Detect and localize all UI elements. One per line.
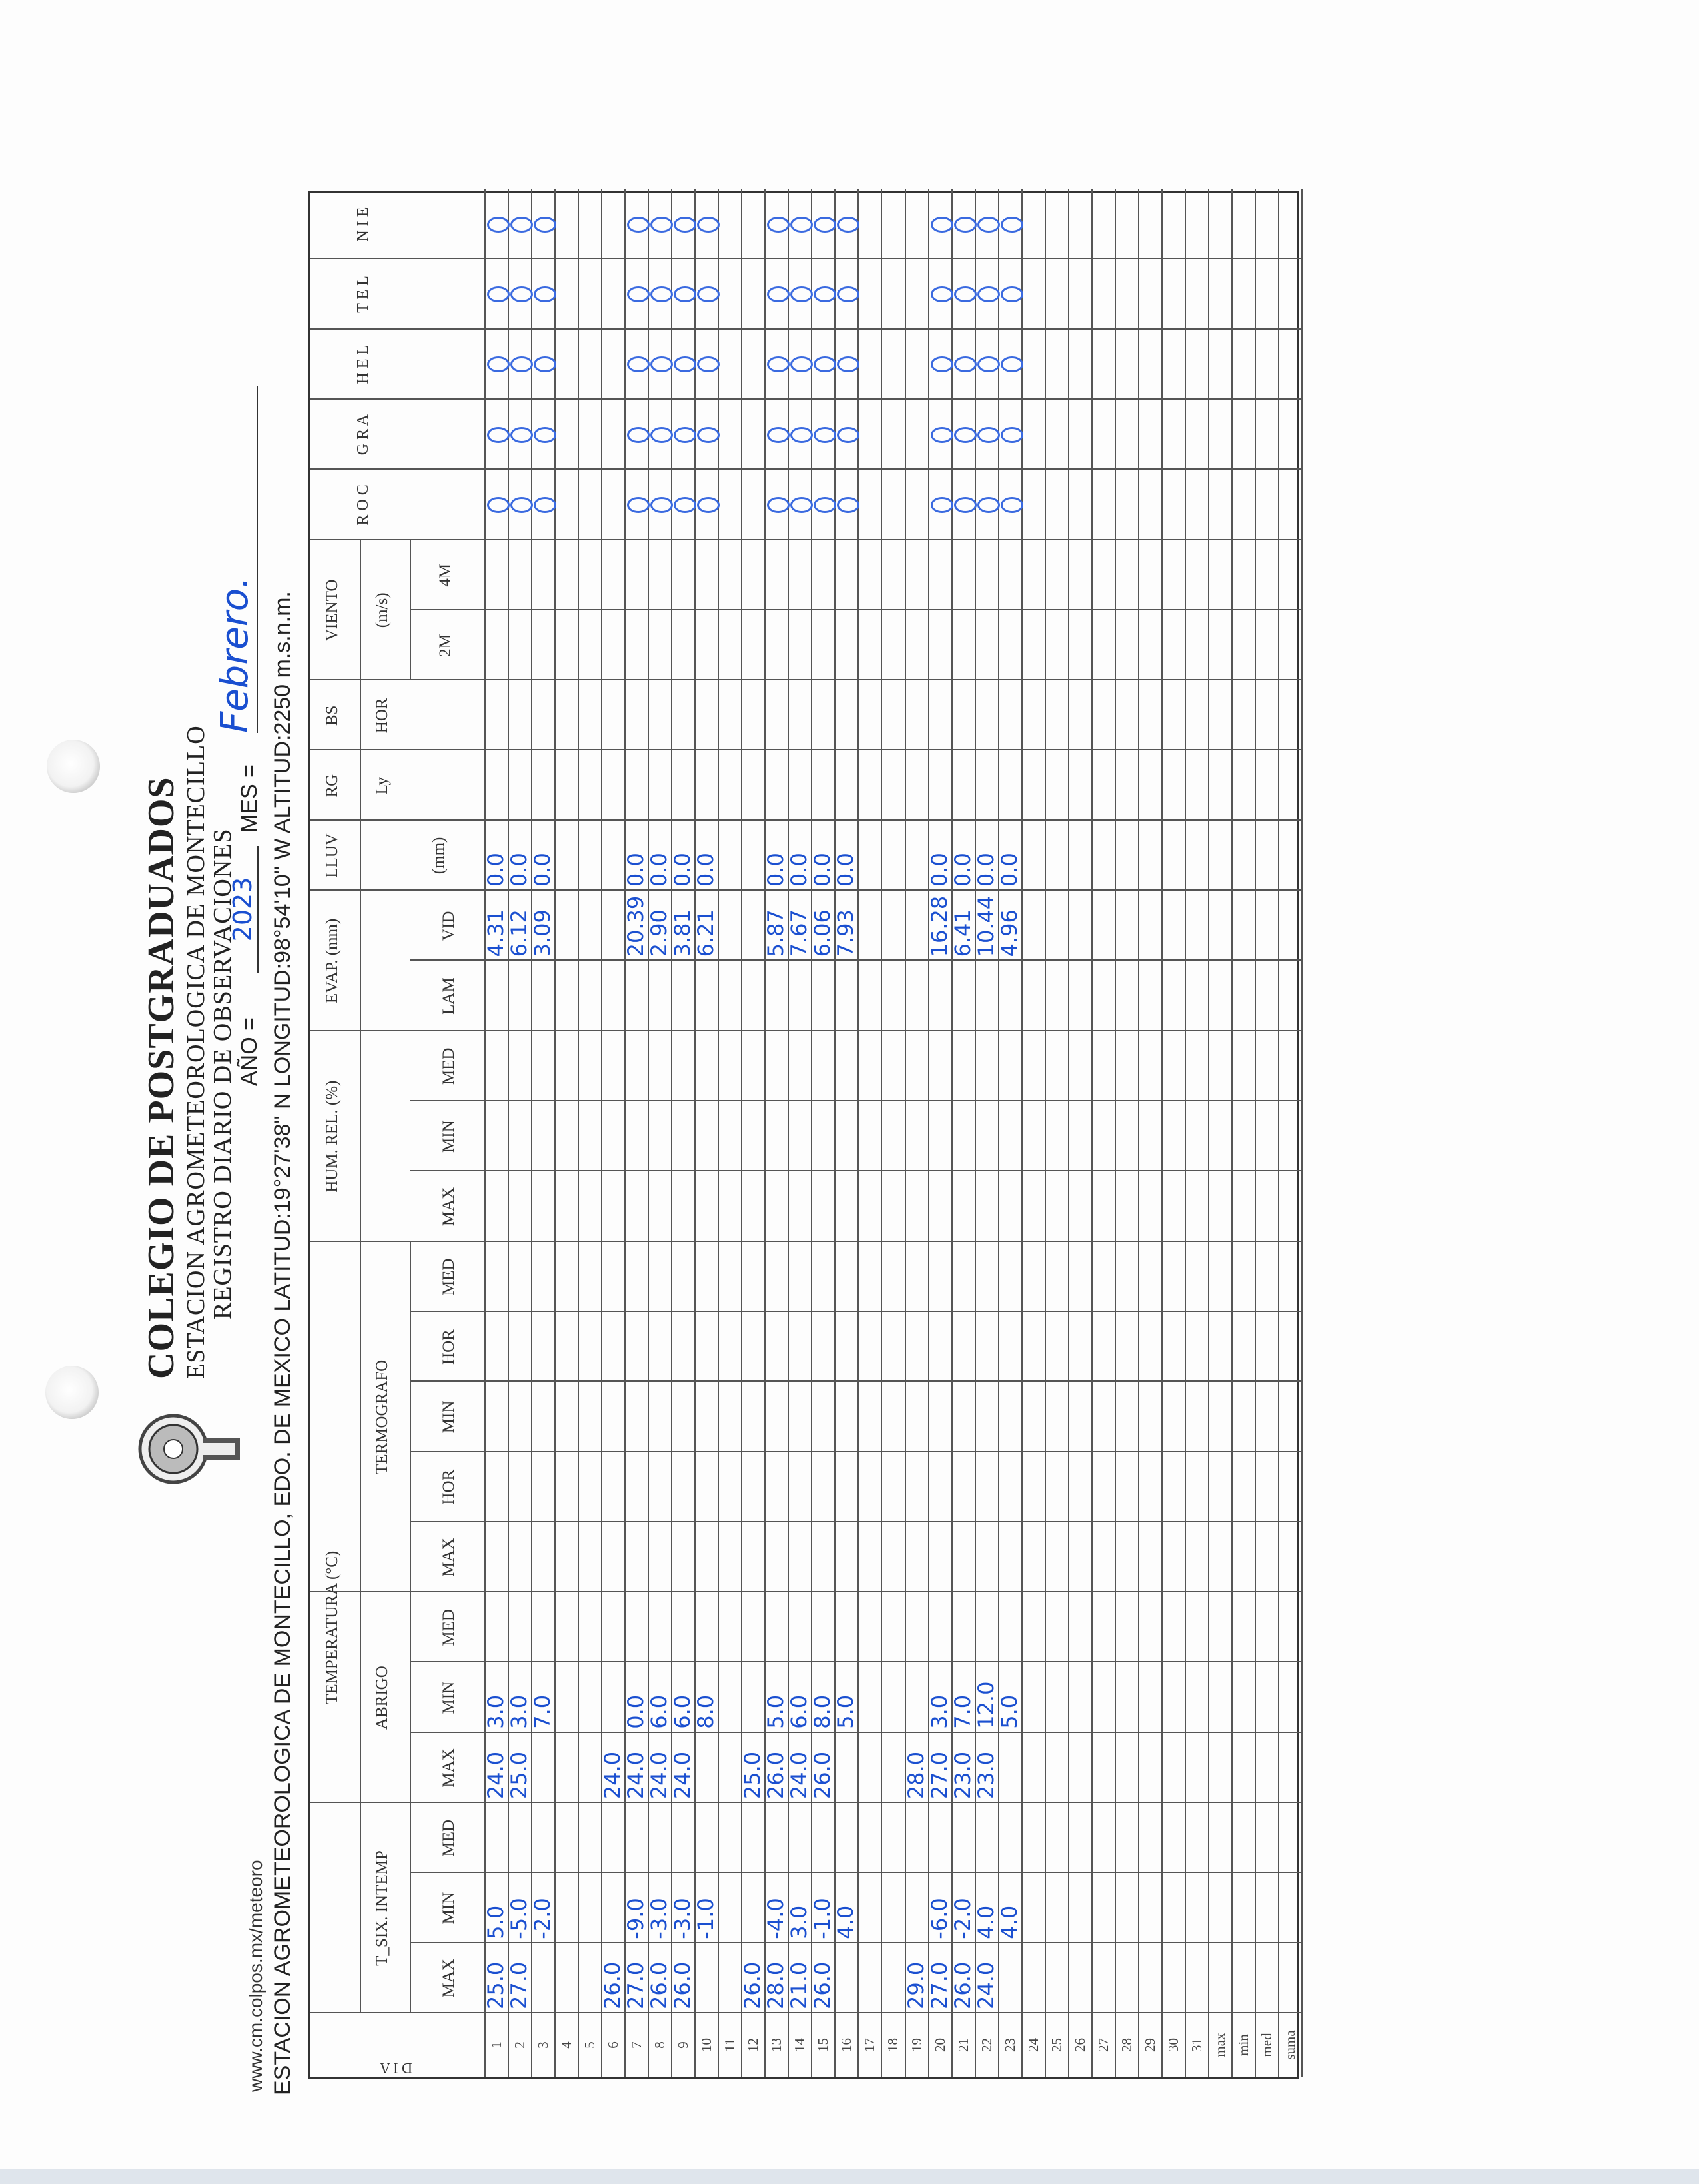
zero-mark [790, 356, 813, 372]
handwritten-value: 6.0 [646, 1694, 672, 1729]
handwritten-value: 24.0 [973, 1961, 999, 2009]
zero-mark [814, 286, 836, 302]
grid-line [410, 1942, 1301, 1943]
row-label: 21 [955, 2038, 971, 2052]
col-tgmin: MIN [440, 1400, 458, 1434]
grid-line [1161, 189, 1163, 2077]
handwritten-value: 26.0 [949, 1961, 975, 2009]
row-label: 29 [1141, 2038, 1158, 2052]
handwritten-value: 7.0 [530, 1694, 556, 1729]
zero-mark [931, 497, 953, 513]
handwritten-value: 24.0 [623, 1751, 649, 1800]
grid-line [1278, 189, 1279, 2077]
zero-mark [954, 497, 977, 513]
grid-line [1068, 189, 1069, 2077]
col-evap: EVAP. (mm) [323, 918, 341, 1004]
row-label: 12 [745, 2038, 762, 2052]
handwritten-value: 26.0 [740, 1961, 766, 2009]
col-tghor2: HOR [440, 1329, 458, 1365]
handwritten-value: 4.0 [833, 1905, 859, 1939]
zero-mark [1001, 286, 1023, 302]
ano-label: AÑO = [237, 1017, 262, 1086]
col-roc: R O C [354, 484, 372, 526]
handwritten-value: 23.0 [949, 1751, 975, 1800]
col-termografo: TERMOGRAFO [373, 1359, 391, 1475]
handwritten-value: -3.0 [646, 1898, 672, 1939]
zero-mark [487, 356, 510, 372]
zero-mark [954, 286, 977, 302]
grid-line [310, 749, 1301, 750]
col-tgmed: MED [440, 1258, 458, 1296]
zero-mark [650, 286, 673, 302]
col-tsmax: MAX [440, 1959, 458, 1998]
zero-mark [487, 286, 510, 302]
grid-line [1091, 189, 1093, 2077]
row-label: 8 [652, 2041, 668, 2049]
zero-mark [697, 286, 720, 302]
zero-mark [510, 427, 533, 443]
row-label: 5 [582, 2041, 598, 2049]
grid-line [578, 189, 579, 2077]
handwritten-value: 0.0 [833, 853, 859, 887]
col-viento: VIENTO [323, 579, 341, 642]
row-label: 13 [768, 2038, 785, 2052]
zero-mark [697, 217, 720, 233]
col-bs: BS [323, 705, 341, 726]
zero-mark [1001, 497, 1023, 513]
zero-mark [534, 497, 556, 513]
zero-mark [837, 217, 859, 233]
handwritten-value: 0.0 [996, 853, 1022, 887]
col-abrigo: ABRIGO [373, 1666, 391, 1730]
handwritten-value: 3.0 [926, 1694, 952, 1729]
zero-mark [837, 427, 859, 443]
handwritten-value: -5.0 [506, 1898, 532, 1939]
zero-mark [931, 427, 953, 443]
row-label: 7 [628, 2041, 645, 2049]
zero-mark [510, 497, 533, 513]
punch-hole [47, 740, 100, 793]
col-hel: H E L [354, 344, 372, 384]
handwritten-value: 5.0 [483, 1905, 508, 1939]
row-label: suma [1281, 2030, 1298, 2060]
col-tgmax: MAX [440, 1538, 458, 1577]
handwritten-value: 8.0 [693, 1694, 719, 1729]
col-vid: VID [440, 911, 458, 941]
zero-mark [977, 497, 1000, 513]
zero-mark [767, 427, 790, 443]
handwritten-value: 16.28 [926, 895, 952, 957]
handwritten-value: 24.0 [670, 1751, 696, 1800]
row-label: 28 [1118, 2038, 1135, 2052]
zero-mark [674, 497, 696, 513]
row-label: 15 [815, 2038, 832, 2052]
handwritten-value: 27.0 [506, 1961, 532, 2009]
zero-mark [931, 217, 953, 233]
grid-line [410, 1100, 1301, 1101]
row-label: 27 [1095, 2038, 1111, 2052]
logo-seal [137, 1412, 243, 1486]
handwritten-value: 0.0 [646, 853, 672, 887]
handwritten-value: 7.93 [833, 909, 859, 957]
zero-mark [790, 497, 813, 513]
handwritten-value: 20.39 [623, 895, 649, 957]
zero-mark [487, 427, 510, 443]
handwritten-value: 25.0 [483, 1961, 508, 2009]
row-label: 20 [931, 2038, 948, 2052]
grid-line [310, 468, 1301, 470]
grid-line [718, 189, 719, 2077]
grid-line [310, 539, 1301, 540]
grid-line [1301, 189, 1303, 2077]
subtitle-station: ESTACION AGROMETEOROLOGICA DE MONTECILLO [182, 725, 210, 1379]
handwritten-value: 0.0 [623, 853, 649, 887]
grid-line [1231, 189, 1233, 2077]
handwritten-value: 12.0 [973, 1681, 999, 1729]
row-label: med [1258, 2033, 1275, 2057]
handwritten-value: 5.0 [996, 1694, 1022, 1729]
row-label: 18 [885, 2038, 901, 2052]
col-tel: T E L [354, 276, 372, 313]
col-dia: D I A [380, 2060, 413, 2077]
row-label: 25 [1048, 2038, 1065, 2052]
zero-mark [954, 427, 977, 443]
grid-line [360, 821, 361, 1242]
zero-mark [767, 217, 790, 233]
handwritten-value: 26.0 [763, 1751, 789, 1800]
zero-mark [977, 356, 1000, 372]
grid-line [310, 1030, 1301, 1031]
grid-line [1255, 189, 1256, 2077]
zero-mark [1001, 356, 1023, 372]
location-line: ESTACION AGROMETEOROLOGICA DE MONTECILLO, EDO. DE MEXICO LATITUD:19°27'38" N LONGITUD:98°54'10" W ALTITUD:2250 m.s.n.m. [270, 591, 295, 2095]
handwritten-value: 10.44 [973, 895, 999, 957]
handwritten-value: 0.0 [786, 853, 812, 887]
grid-line [310, 258, 1301, 259]
zero-mark [534, 217, 556, 233]
grid-line [310, 679, 1301, 680]
zero-mark [487, 217, 510, 233]
zero-mark [837, 286, 859, 302]
grid-line [410, 1661, 1301, 1662]
zero-mark [790, 217, 813, 233]
handwritten-value: 0.0 [973, 853, 999, 887]
row-label: 2 [512, 2041, 528, 2049]
grid-line [360, 1242, 361, 2013]
row-label: 19 [908, 2038, 925, 2052]
grid-line [310, 889, 1301, 891]
handwritten-value: 25.0 [506, 1751, 532, 1800]
row-label: 1 [488, 2041, 504, 2049]
col-lluv-unit: (mm) [430, 837, 448, 875]
row-label: 6 [605, 2041, 622, 2049]
zero-mark [674, 217, 696, 233]
handwritten-value: 0.0 [506, 853, 532, 887]
handwritten-value: 6.0 [786, 1694, 812, 1729]
zero-mark [650, 217, 673, 233]
zero-mark [510, 217, 533, 233]
zero-mark [954, 217, 977, 233]
zero-mark [954, 356, 977, 372]
handwritten-value: 0.0 [810, 853, 836, 887]
row-label: 24 [1025, 2038, 1041, 2052]
handwritten-value: 24.0 [646, 1751, 672, 1800]
handwritten-value: 26.0 [810, 1751, 836, 1800]
col-tsmed: MED [440, 1819, 458, 1857]
zero-mark [627, 427, 650, 443]
zero-mark [767, 497, 790, 513]
handwritten-value: 26.0 [646, 1961, 672, 2009]
col-tsix: T_SIX. INTEMP [373, 1850, 391, 1966]
handwritten-value: 6.12 [506, 909, 532, 957]
handwritten-value: 27.0 [926, 1751, 952, 1800]
zero-mark [697, 497, 720, 513]
handwritten-value: 21.0 [786, 1961, 812, 2009]
zero-mark [674, 286, 696, 302]
col-humax: MAX [440, 1187, 458, 1227]
row-label: 26 [1071, 2038, 1088, 2052]
zero-mark [627, 497, 650, 513]
col-lluv: LLUV [323, 833, 341, 878]
handwritten-value: -2.0 [530, 1898, 556, 1939]
grid-line [857, 189, 859, 2077]
handwritten-value: 6.21 [693, 909, 719, 957]
handwritten-value: -2.0 [949, 1898, 975, 1939]
zero-mark [977, 286, 1000, 302]
row-label: 22 [978, 2038, 995, 2052]
handwritten-value: 7.67 [786, 909, 812, 957]
handwritten-value: 24.0 [483, 1751, 508, 1800]
handwritten-value: 0.0 [763, 853, 789, 887]
row-label: 4 [558, 2041, 575, 2049]
row-label: 10 [698, 2038, 715, 2052]
col-gra: G R A [354, 414, 372, 456]
row-label: 17 [861, 2038, 878, 2052]
row-label: 23 [1001, 2038, 1018, 2052]
zero-mark [627, 286, 650, 302]
zero-mark [510, 356, 533, 372]
grid-line [1208, 189, 1209, 2077]
handwritten-value: 26.0 [670, 1961, 696, 2009]
handwritten-value: -1.0 [693, 1898, 719, 1939]
grid-line [1138, 189, 1139, 2077]
zero-mark [487, 497, 510, 513]
col-hum: HUM. REL. (%) [323, 1080, 341, 1193]
zero-mark [534, 427, 556, 443]
grid-line [310, 328, 1301, 330]
grid-line [310, 1802, 1301, 1803]
grid-line [410, 1732, 1301, 1733]
zero-mark [837, 356, 859, 372]
grid-line [1115, 189, 1116, 2077]
zero-mark [534, 356, 556, 372]
grid-line [410, 1170, 1301, 1171]
handwritten-value: 4.96 [996, 909, 1022, 957]
zero-mark [931, 356, 953, 372]
col-bs-unit: HOR [373, 698, 391, 734]
handwritten-value: 0.0 [949, 853, 975, 887]
col-nie: N I E [354, 207, 372, 242]
handwritten-value: 29.0 [903, 1961, 929, 2009]
grid-line [554, 189, 556, 2077]
zero-mark [931, 286, 953, 302]
grid-line [410, 959, 1301, 961]
handwritten-value: 6.41 [949, 909, 975, 957]
handwritten-value: 4.0 [973, 1905, 999, 1939]
zero-mark [977, 217, 1000, 233]
zero-mark [697, 356, 720, 372]
grid-line [310, 1591, 1301, 1592]
rotated-form [133, 133, 1333, 2165]
row-label: max [1211, 2033, 1228, 2057]
col-viento-2m: 2M [436, 634, 454, 657]
grid-line [1045, 189, 1046, 2077]
mes-label: MES = [237, 764, 262, 833]
grid-line [360, 540, 361, 821]
handwritten-value: -1.0 [810, 1898, 836, 1939]
handwritten-value: -4.0 [763, 1898, 789, 1939]
grid-line [1021, 189, 1023, 2077]
handwritten-value: 4.31 [483, 909, 508, 957]
handwritten-value: 27.0 [926, 1961, 952, 2009]
zero-mark [814, 217, 836, 233]
col-viento-4m: 4M [436, 563, 454, 587]
row-label: 3 [535, 2041, 552, 2049]
zero-mark [837, 497, 859, 513]
handwritten-value: -9.0 [623, 1898, 649, 1939]
handwritten-value: 0.0 [530, 853, 556, 887]
grid-line [410, 1451, 1301, 1452]
handwritten-value: 24.0 [786, 1751, 812, 1800]
row-label: 9 [675, 2041, 692, 2049]
handwritten-value: -3.0 [670, 1898, 696, 1939]
handwritten-value: 8.0 [810, 1694, 836, 1729]
grid-line [410, 1521, 1301, 1522]
row-label: 31 [1188, 2038, 1205, 2052]
handwritten-value: 0.0 [483, 853, 508, 887]
mes-value: Febrero. [213, 386, 258, 733]
grid-line [310, 819, 1301, 821]
grid-line [881, 189, 882, 2077]
col-abmin: MIN [440, 1681, 458, 1714]
grid-line [1185, 189, 1186, 2077]
zero-mark [627, 217, 650, 233]
col-viento-unit: (m/s) [373, 592, 391, 628]
zero-mark [534, 286, 556, 302]
handwritten-value: 5.87 [763, 909, 789, 957]
handwritten-value: 24.0 [600, 1751, 626, 1800]
col-abmed: MED [440, 1609, 458, 1646]
title: COLEGIO DE POSTGRADUADOS [141, 776, 182, 1379]
zero-mark [674, 427, 696, 443]
row-label: 14 [792, 2038, 808, 2052]
grid-line [410, 1872, 1301, 1873]
handwritten-value: 28.0 [763, 1961, 789, 2009]
handwritten-value: 27.0 [623, 1961, 649, 2009]
subtitle-registry: REGISTRO DIARIO DE OBSERVACIONES [209, 828, 237, 1319]
handwritten-value: 6.0 [670, 1694, 696, 1729]
col-humed: MED [440, 1047, 458, 1085]
handwritten-value: 0.0 [670, 853, 696, 887]
zero-mark [814, 497, 836, 513]
website: www.cm.colpos.mx/meteoro [245, 1860, 266, 2092]
col-rg: RG [323, 774, 341, 798]
handwritten-value: 5.0 [763, 1694, 789, 1729]
col-tghor: HOR [440, 1469, 458, 1505]
zero-mark [767, 356, 790, 372]
handwritten-value: 4.0 [996, 1905, 1022, 1939]
col-tsmin: MIN [440, 1892, 458, 1925]
zero-mark [674, 356, 696, 372]
col-temperatura: TEMPERATURA (°C) [323, 1550, 341, 1704]
handwritten-value: 3.81 [670, 909, 696, 957]
grid-line [410, 1242, 411, 2013]
zero-mark [1001, 427, 1023, 443]
zero-mark [814, 356, 836, 372]
zero-mark [814, 427, 836, 443]
handwritten-value: 0.0 [926, 853, 952, 887]
handwritten-value: 2.90 [646, 909, 672, 957]
handwritten-value: 6.06 [810, 909, 836, 957]
handwritten-value: 3.0 [786, 1905, 812, 1939]
zero-mark [510, 286, 533, 302]
handwritten-value: 5.0 [833, 1694, 859, 1729]
handwritten-value: 23.0 [973, 1751, 999, 1800]
handwritten-value: 3.0 [506, 1694, 532, 1729]
zero-mark [790, 427, 813, 443]
col-humin: MIN [440, 1120, 458, 1153]
col-abmax: MAX [440, 1748, 458, 1788]
grid-line [410, 1311, 1301, 1312]
handwritten-value: 3.0 [483, 1694, 508, 1729]
handwritten-value: 25.0 [740, 1751, 766, 1800]
handwritten-value: 0.0 [693, 853, 719, 887]
grid-line [410, 1380, 1301, 1382]
zero-mark [697, 427, 720, 443]
grid-line [410, 609, 1301, 610]
zero-mark [650, 497, 673, 513]
col-rg-unit: Ly [373, 776, 391, 795]
handwritten-value: 0.0 [623, 1694, 649, 1729]
handwritten-value: -6.0 [926, 1898, 952, 1939]
grid-line [310, 1241, 1301, 1242]
grid-line [310, 398, 1301, 400]
handwritten-value: 28.0 [903, 1751, 929, 1800]
zero-mark [650, 427, 673, 443]
row-label: 11 [722, 2038, 738, 2052]
zero-mark [790, 286, 813, 302]
zero-mark [627, 356, 650, 372]
zero-mark [1001, 217, 1023, 233]
handwritten-value: 26.0 [810, 1961, 836, 2009]
observation-table [308, 191, 1299, 2079]
row-label: 16 [838, 2038, 855, 2052]
col-lam: LAM [440, 977, 458, 1015]
zero-mark [650, 356, 673, 372]
ano-value: 2023 [228, 846, 259, 973]
row-label: min [1235, 2034, 1251, 2056]
grid-line [410, 540, 411, 681]
row-label: 30 [1165, 2038, 1181, 2052]
scan-edge [0, 2169, 1699, 2184]
handwritten-value: 7.0 [949, 1694, 975, 1729]
zero-mark [977, 427, 1000, 443]
zero-mark [767, 286, 790, 302]
punch-hole [45, 1366, 99, 1419]
handwritten-value: 26.0 [600, 1961, 626, 2009]
handwritten-value: 3.09 [530, 909, 556, 957]
